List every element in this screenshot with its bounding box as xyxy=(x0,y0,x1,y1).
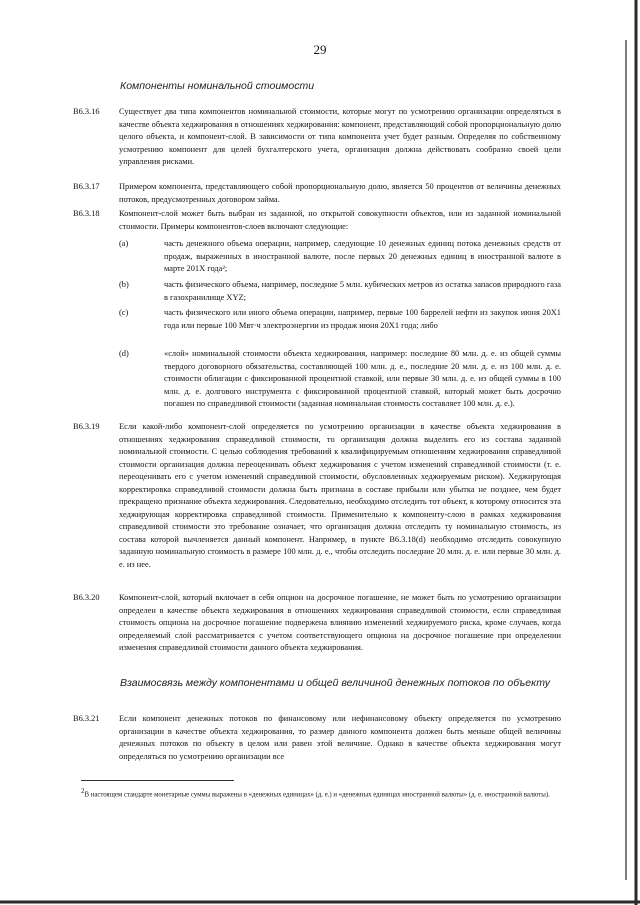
paragraph-number: B6.3.21 xyxy=(73,714,100,723)
paragraph-text: Если какой-либо компонент-слой определяется по усмотрению организации в качестве объекта хеджирования в отношениях хеджирования справедливой стоимости, то организация должна выделить его из состава заданной номинальной стоимости. С целью соблюдения требований к квалифицируемым отношениям хеджирования справедливой стоимости организация должна переоценивать объект хеджирования с учетом изменений справедливой стоимости (т. е. переоценивать его с учетом изменений справедливой стоимости, обусловленных хеджируемым риском). Хеджирующая корректировка справедливой стоимости должна быть признана в составе прибыли или убытка не позднее, чем будет прекращено признание объекта хеджирования. Следовательно, необходимо отследить тот объект, к которому относится эта хеджирующая корректировка справедливой стоимости. Применительно к компоненту-слою в рамках хеджирования справедливой стоимости это требование означает, что организация должна отследить ту номинальную стоимость, из состава которой вычленяется данный компонент. Например, в пункте B6.3.18(d) необходимо отследить совокупную заданную номинальную стоимость в размере 100 млн. д. е., чтобы отследить последние 20 млн. д. е. или первые 30 млн. д. е. из нее. xyxy=(119,422,561,569)
paragraph-text: Примером компонента, представляющего собой пропорциональную долю, является 50 процентов от величины денежных потоков, предусмотренных договором займа. xyxy=(119,182,561,204)
list-item-text: часть физического или иного объема операции, например, первые 100 баррелей нефти из закупок июня 20X1 года или первые 100 Мвт·ч электроэнергии из продаж июня 20X1 года; либо xyxy=(164,308,561,330)
list-item-label: (a) xyxy=(119,239,129,248)
paragraph-number: B6.3.19 xyxy=(73,422,100,431)
list-item-b xyxy=(119,279,561,304)
list-item-text: часть денежного объема операции, например, следующие 10 денежных единиц потока денежных средств от продаж, выраженных в иностранной валюте, после первых 20 денежных единиц в иностранной валюте в марте 201X года²; xyxy=(164,239,561,273)
paragraph-text: Компонент-слой может быть выбран из заданной, но открытой совокупности объектов, или из заданной номинальной стоимости. Примеры компонентов-слоев включают следующие: xyxy=(119,209,561,231)
list-item-a xyxy=(119,238,561,276)
paragraph-b6-3-19 xyxy=(73,421,561,571)
paragraph-number: B6.3.16 xyxy=(73,107,100,116)
page-number: 29 xyxy=(313,42,327,57)
paragraph-b6-3-21 xyxy=(73,713,561,763)
section-heading-relation: Взаимосвязь между компонентами и общей величиной денежных потоков по объекту xyxy=(120,677,550,689)
list-item-d xyxy=(119,348,561,411)
paragraph-text: Если компонент денежных потоков по финансовому или нефинансовому объекту определяется по усмотрению организации в качестве объекта хеджирования, то размер данного компонента должен быть меньше общей величины денежных потоков по объекту в целом или равен этой величине. Однако в качестве объекта хеджирования могут определяться по усмотрению организации все xyxy=(119,714,561,761)
paragraph-number: B6.3.20 xyxy=(73,593,100,602)
paragraph-text: Компонент-слой, который включает в себя опцион на досрочное погашение, не может быть по усмотрению организации определен в качестве объекта хеджирования в отношениях хеджирования справедливой стоимости, если справедливая стоимость опциона на досрочное погашение подвержена влиянию изменений хеджируемого риска, кроме случаев, когда определяемый слой рассматривается с учетом соответствующего опциона на досрочное погашение при определении изменения справедливой стоимости данного объекта хеджирования. xyxy=(119,593,561,652)
list-item-label: (b) xyxy=(119,280,129,289)
list-item-label: (c) xyxy=(119,308,129,317)
footnote xyxy=(81,786,559,800)
list-item-text: «слой» номинальной стоимости объекта хеджирования, например: последние 80 млн. д. е. из общей суммы твердого договорного обязательства, составляющей 100 млн. д. е., последние 20 млн. д. е. из 100 млн. д. е. стоимости облигации с фиксированной процентной ставкой, или первые 30 млн. д. е. из общей суммы в 100 млн. д. е. долгового инструмента с фиксированной процентной ставкой, который может быть досрочно погашен по справедливой стоимости (заданная номинальная стоимость составляет 100 млн. д. е.). xyxy=(164,349,561,408)
paragraph-b6-3-16 xyxy=(73,106,561,169)
paragraph-b6-3-18 xyxy=(73,208,561,233)
list-item-label: (d) xyxy=(119,349,129,358)
section-heading-components: Компоненты номинальной стоимости xyxy=(120,80,315,92)
list-item-text: часть физического объема, например, последние 5 млн. кубических метров из остатка запасов природного газа в газохранилище XYZ; xyxy=(164,280,561,302)
paragraph-b6-3-17 xyxy=(73,181,561,206)
footnote-marker: 2 xyxy=(81,787,85,795)
paragraph-b6-3-20 xyxy=(73,592,561,655)
paragraph-number: B6.3.18 xyxy=(73,209,100,218)
paragraph-text: Существует два типа компонентов номинальной стоимости, которые могут по усмотрению организации определяться в качестве объекта хеджирования в отношениях хеджирования: компонент, представляющий собой пропорциональную долю целого объекта, и компонент-слой. В зависимости от типа компонента учет будет разным. Определяя по собственному усмотрению компонент для целей бухгалтерского учета, организация должна действовать сообразно своей цели управления рисками. xyxy=(119,107,561,166)
paragraph-number: B6.3.17 xyxy=(73,182,100,191)
footnote-divider xyxy=(81,780,234,781)
list-item-c xyxy=(119,307,561,332)
footnote-text: В настоящем стандарте монетарные суммы выражены в «денежных единицах» (д. е.) и «денежных единицах иностранной валюты» (д. е. иностранной валюты). xyxy=(84,791,550,799)
